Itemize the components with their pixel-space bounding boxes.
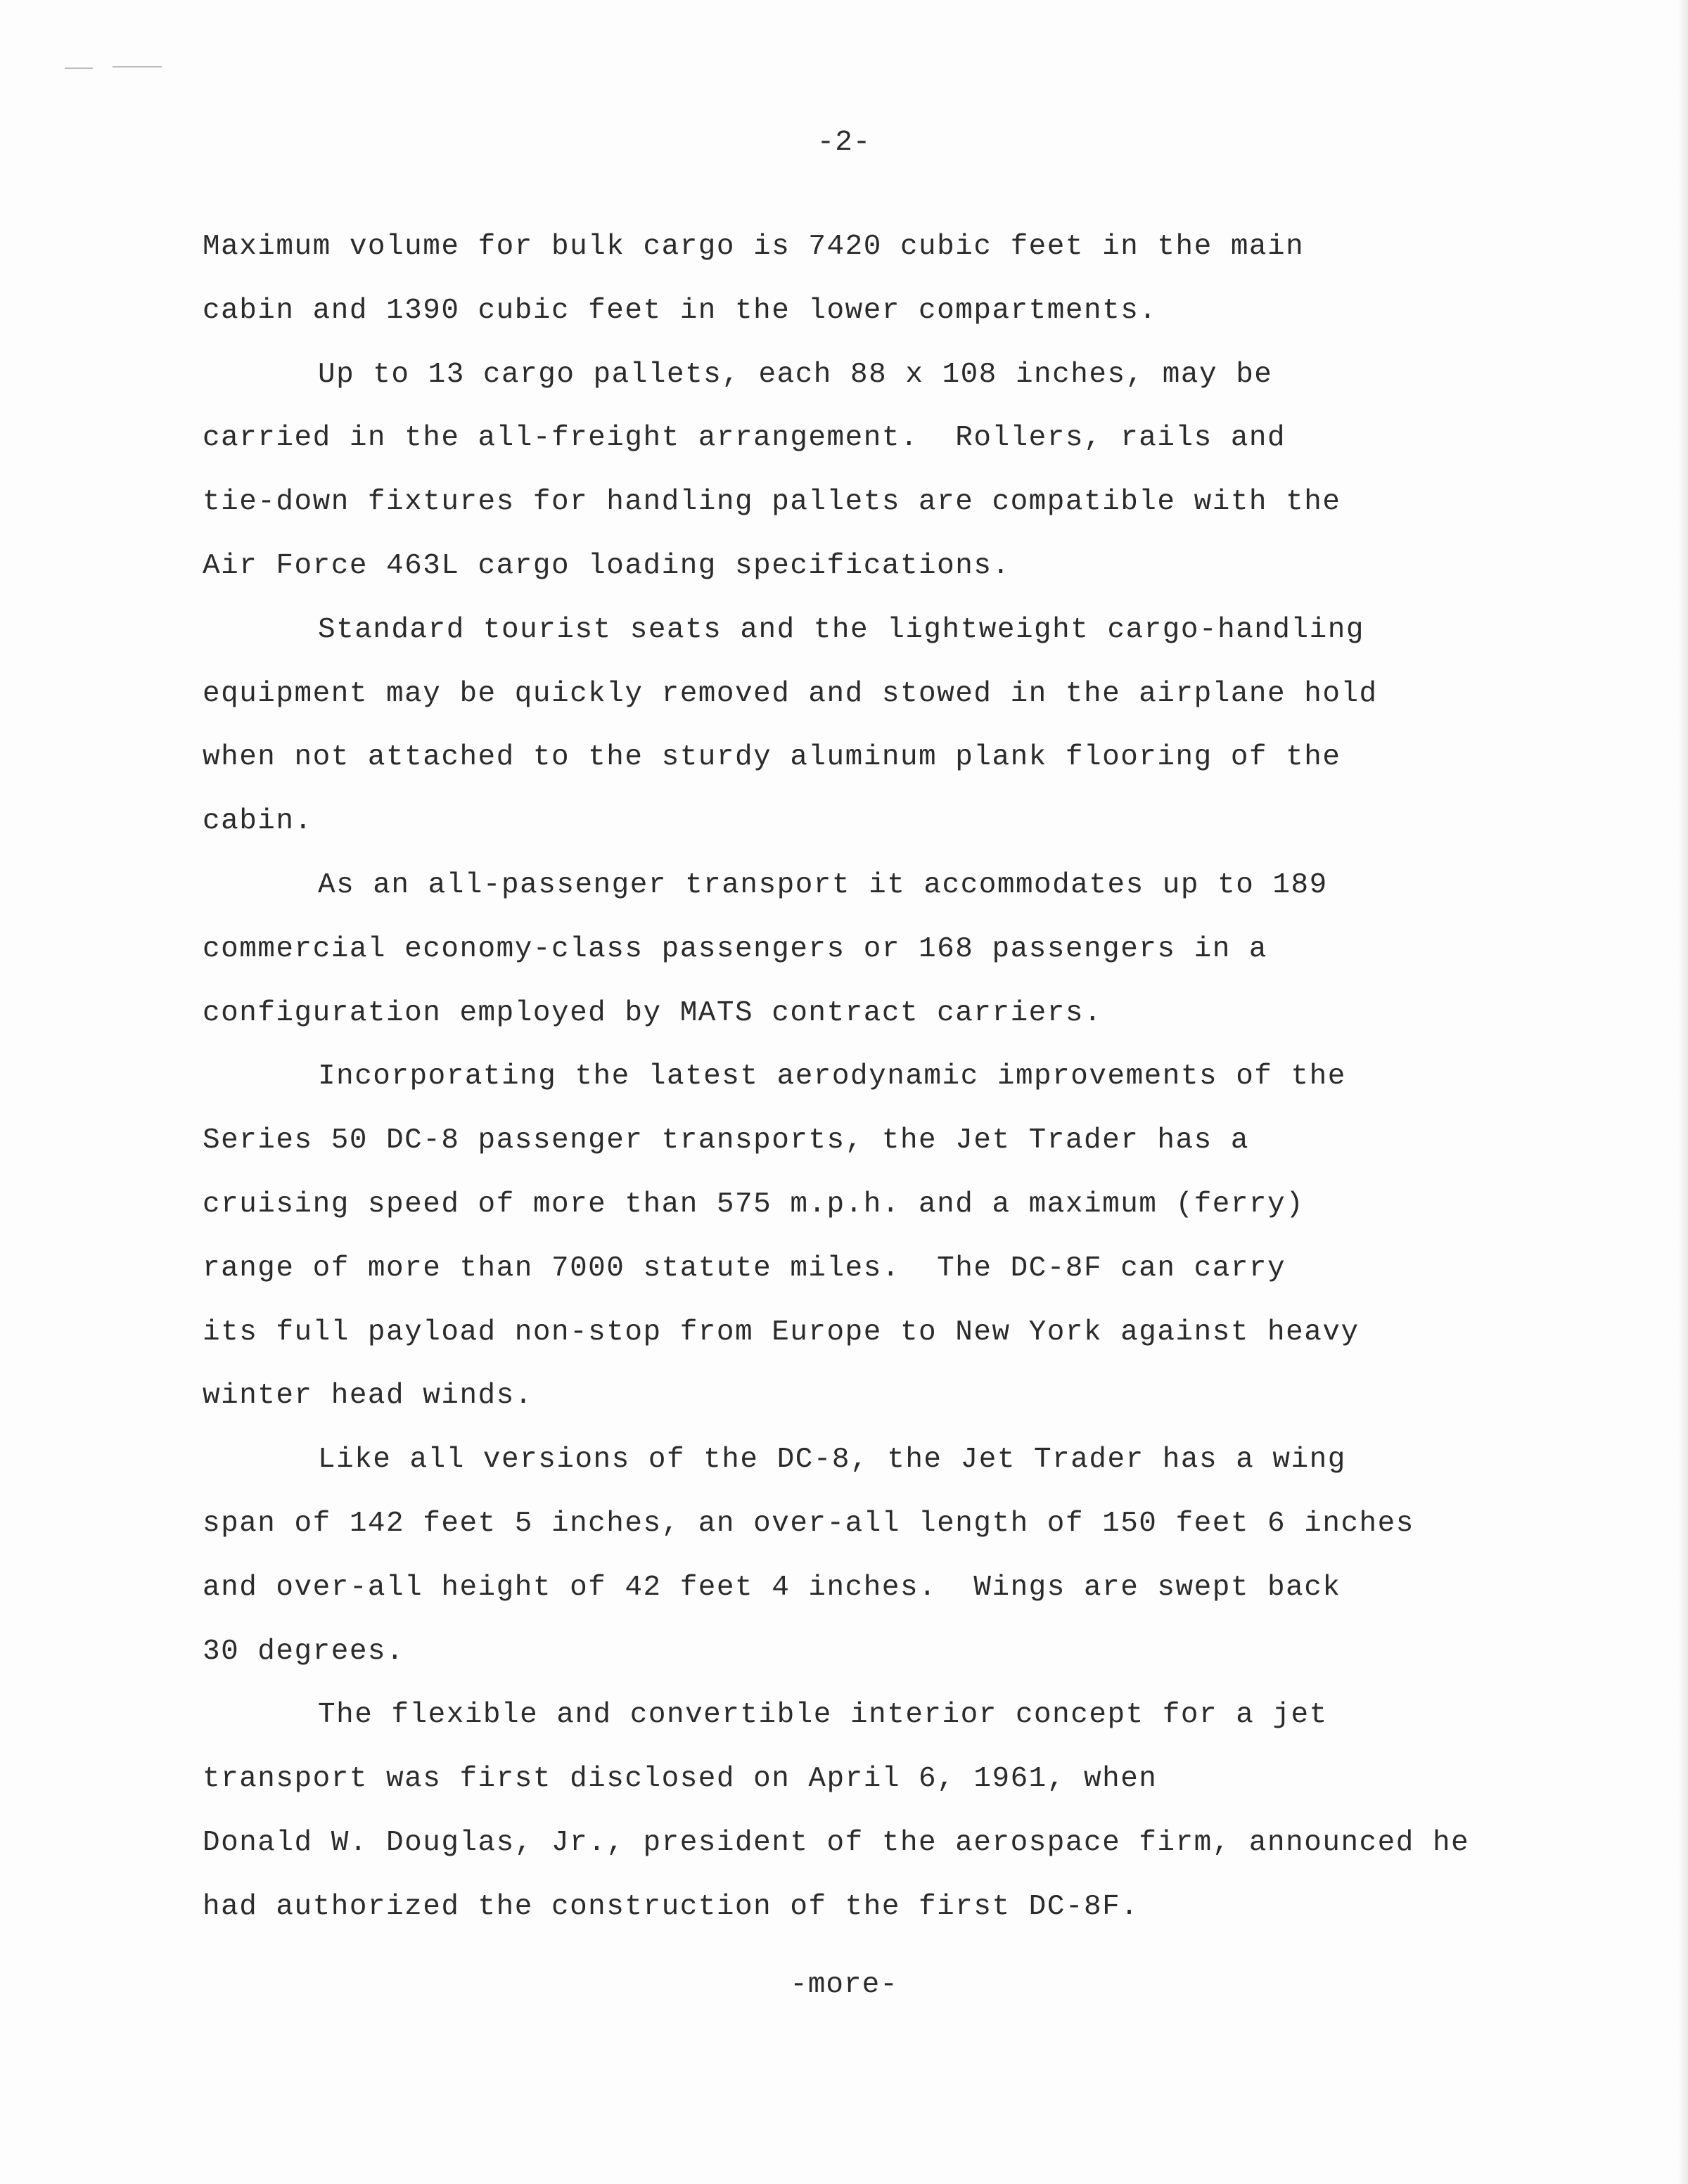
text-line: carried in the all-freight arrangement. Rollers, rails and bbox=[203, 422, 1286, 455]
text-line: 30 degrees. bbox=[203, 1635, 405, 1668]
text-line: As an all-passenger transport it accommodates up to 189 bbox=[318, 868, 1328, 901]
text-line: winter head winds. bbox=[203, 1380, 533, 1413]
text-line: cruising speed of more than 575 m.p.h. and a maximum (ferry) bbox=[203, 1188, 1305, 1221]
text-line: span of 142 feet 5 inches, an over-all length of 150 feet 6 inches bbox=[203, 1507, 1414, 1540]
text-line: Incorporating the latest aerodynamic improvements of the bbox=[318, 1060, 1346, 1093]
text-line: range of more than 7000 statute miles. The DC-8F can carry bbox=[203, 1252, 1286, 1285]
scan-speck bbox=[113, 66, 162, 68]
text-line: Like all versions of the DC-8, the Jet Trader has a wing bbox=[318, 1444, 1346, 1477]
text-line: tie-down fixtures for handling pallets are compatible with the bbox=[203, 486, 1341, 519]
text-line: cabin. bbox=[203, 805, 313, 838]
text-line: Maximum volume for bulk cargo is 7420 cubic feet in the main bbox=[203, 231, 1305, 263]
body-text bbox=[203, 215, 1595, 1939]
continuation-marker: -more- bbox=[790, 1969, 898, 2001]
text-line: and over-all height of 42 feet 4 inches. Wings are swept back bbox=[203, 1571, 1341, 1604]
text-line: transport was first disclosed on April 6, 1961, when bbox=[203, 1763, 1158, 1796]
scan-speck bbox=[65, 68, 93, 69]
text-line: commercial economy-class passengers or 168 passengers in a bbox=[203, 932, 1268, 965]
page-edge-shadow bbox=[1678, 0, 1688, 2184]
page-number: -2- bbox=[817, 127, 871, 159]
text-line: its full payload non-stop from Europe to New York against heavy bbox=[203, 1316, 1360, 1349]
text-line: The flexible and convertible interior concept for a jet bbox=[318, 1699, 1328, 1732]
text-line: Series 50 DC-8 passenger transports, the Jet Trader has a bbox=[203, 1124, 1249, 1157]
text-line: cabin and 1390 cubic feet in the lower compartments. bbox=[203, 294, 1158, 327]
text-line: Donald W. Douglas, Jr., president of the aerospace firm, announced he bbox=[203, 1826, 1470, 1859]
text-line: Up to 13 cargo pallets, each 88 x 108 inches, may be bbox=[318, 358, 1273, 391]
text-line: when not attached to the sturdy aluminum plank flooring of the bbox=[203, 741, 1341, 774]
text-line: Air Force 463L cargo loading specifications. bbox=[203, 549, 1011, 582]
text-line: equipment may be quickly removed and stowed in the airplane hold bbox=[203, 677, 1378, 710]
text-line: configuration employed by MATS contract carriers. bbox=[203, 996, 1103, 1029]
text-line: had authorized the construction of the first DC-8F. bbox=[203, 1890, 1139, 1923]
text-line: Standard tourist seats and the lightweight cargo-handling bbox=[318, 613, 1364, 646]
